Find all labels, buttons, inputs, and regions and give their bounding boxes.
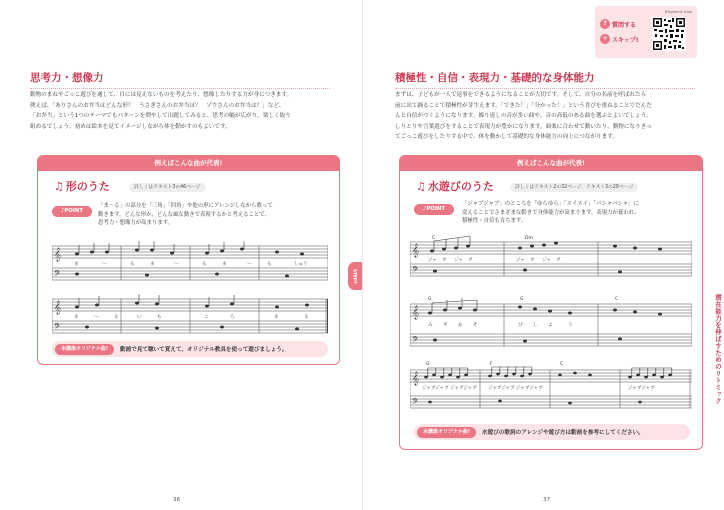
lyric: そ [473, 323, 478, 328]
point-badge: ♪POINT [414, 204, 454, 215]
section-title: 思考力・想像力 [30, 70, 330, 89]
lyric: ジャ [516, 258, 525, 263]
qr-code[interactable] [652, 17, 686, 51]
lyric: い [137, 315, 142, 320]
chapter-side-title: 潜在能力を伸ばすためのリトミック [714, 294, 722, 405]
lyric: ブ [530, 258, 535, 263]
song-title-text: 水遊びのうた [427, 180, 494, 193]
lyric: ず [443, 323, 448, 328]
body-line: しりとりや言葉遊びをすることで表現力が豊かになります。曲楽に合わせて動いたり、動物になりきっ [395, 123, 652, 130]
lyric: ブ [556, 258, 561, 263]
svg-text:𝄞: 𝄞 [412, 243, 420, 257]
footer-text: 動画で見て聴いて覚えて、オリジナル教具を使って遊びましょう。 [120, 347, 288, 353]
lyric: ジャブジャブ [516, 386, 543, 391]
section-body [30, 90, 330, 132]
svg-text:𝄞: 𝄞 [412, 305, 420, 319]
body-line: 「お弁当」という1つのテーマでもパターンを増やして出題してみると、思考の幅が広がり、楽しく取り [30, 113, 291, 119]
chord-symbol: G [520, 297, 524, 302]
body-line: てごっこ遊びをしたりする中で、体を動かして基礎的な身体能力の向上につながります。 [395, 134, 618, 140]
lyric: ブ [442, 258, 447, 263]
chord-symbol: C [560, 362, 564, 367]
lyric: ジャ [542, 258, 551, 263]
lyric: よ [548, 323, 553, 328]
card-header: 例えばこんな曲が代表! [400, 156, 702, 171]
body-line: 前に出て踊ることで積極性が芽生えます。「できた！」「分かった！」という喜びを重ねることでだんだ [395, 102, 652, 109]
point-badge: ♪POINT [52, 206, 92, 217]
song-card [37, 155, 340, 365]
footer-note [52, 341, 328, 357]
svg-text:𝄞: 𝄞 [412, 371, 420, 385]
music-note-icon: ♫ [54, 180, 64, 193]
lyric: る [202, 262, 207, 267]
page-number: 37 [543, 497, 550, 503]
reference-badge: 詳しくはテキスト2の32ページ、テキスト3の28ページ [510, 183, 638, 192]
lyric: ジャ [454, 258, 463, 263]
lyric: ま [222, 262, 227, 267]
reference-badge: 詳しくはテキスト3の46ページ [129, 183, 206, 192]
lyric: ま [74, 262, 79, 267]
right-page [362, 0, 724, 510]
lyric: る [130, 262, 135, 267]
chord-symbol: G [426, 362, 430, 367]
original-song-badge: 本講座オリジナル曲! [55, 344, 114, 355]
chord-symbol: F [490, 362, 493, 367]
song-card [399, 155, 703, 450]
lyric: ま [74, 315, 79, 320]
svg-text:𝄢: 𝄢 [54, 270, 61, 281]
sheet-music [52, 241, 328, 336]
lyric: ～ [94, 315, 99, 320]
section-title: 積極性・自信・表現力・基礎的な身体能力 [395, 70, 695, 89]
lyric: ジャブジャブ [488, 386, 515, 391]
lyric: う [568, 323, 573, 328]
lyric: ジャ [428, 258, 437, 263]
lyric: ろ [230, 315, 235, 320]
lyric: み [428, 323, 433, 328]
song-title [54, 178, 110, 194]
song-title [416, 178, 494, 194]
point-text [98, 202, 273, 228]
page-number: 36 [173, 497, 180, 503]
svg-text:𝄢: 𝄢 [54, 323, 61, 334]
body-line: まずは、子どもが一人で返事をできるようになることが大切です。そして、自分の名前を呼ばれたら [395, 92, 647, 98]
point-line: 「ま～る」の部分を「三角」「四角」や他の形にアレンジしながら歌って [98, 203, 273, 209]
svg-text:𝄢: 𝄢 [412, 266, 419, 277]
lyric: ジャブジャブ [450, 386, 477, 391]
lyric: こ [204, 315, 209, 320]
chord-symbol: Dm [525, 236, 533, 241]
question-label: 質問する [612, 21, 637, 29]
svg-text:𝄞: 𝄞 [54, 247, 62, 261]
footer-note [414, 424, 690, 440]
lyric: ～ [102, 262, 107, 267]
point-line: 積極性・自信も育ちます。 [462, 218, 527, 224]
lyric: ジャブジャブ [422, 386, 449, 391]
body-line: 動物のまねやごっこ遊びを通して、目には見えないものを考えたり、想像したりする力が身につきます。 [30, 92, 293, 98]
lyric: る [114, 315, 119, 320]
question-icon: ? [600, 19, 610, 29]
point-line: 「ジャブジャブ」のところを「ゆらゆら」「スイスイ」「バシャバシャ」に [462, 201, 639, 207]
lyric: し [533, 323, 538, 328]
original-song-badge: 本講座オリジナル曲! [417, 427, 476, 438]
lyric: ジャブジャブ [628, 386, 655, 391]
chord-symbol: C [432, 236, 436, 241]
qr-skip-row [600, 34, 639, 44]
lyric: る [267, 262, 272, 267]
music-note-icon: ♫ [416, 180, 426, 193]
svg-text:𝄢: 𝄢 [412, 398, 419, 409]
point-text [462, 200, 640, 226]
skip-label: スキップ! [612, 36, 639, 44]
chord-symbol: C [615, 297, 619, 302]
lyric: も [157, 315, 162, 320]
lyric: あ [458, 323, 463, 328]
lyric: び [518, 323, 523, 328]
song-title-text: 形のうた [65, 180, 110, 193]
lyric: ～ [174, 262, 179, 267]
card-header: 例えばこんな曲が代表! [38, 156, 339, 171]
lyric: る [304, 315, 309, 320]
footer-text: 水遊びの歌詞のアレンジや遊び方は動画を参考にしてください。 [482, 430, 644, 436]
svg-text:𝄢: 𝄢 [412, 336, 419, 347]
point-line: 思考力・想像力が高まります。 [98, 220, 174, 226]
qr-caption: Rhythmic Kids [665, 9, 693, 14]
lyric: しゅう [294, 262, 308, 267]
point-line: 変えることでさまざまな動きで身体能力が高まります。表現力が養われ、 [462, 209, 640, 216]
chord-symbol: G [428, 297, 432, 302]
body-line: 例えば、「ありさんのお弁当はどんな形？ うさぎさんのお弁当は？ ゾウさんのお弁当は？」など、 [30, 102, 285, 109]
point-line: 動きます。どんな形か、どんな風な動きで表現するかと考えることで、 [98, 211, 270, 218]
qr-question-row [600, 19, 636, 29]
lyric: ブ [468, 258, 473, 263]
lyric: ～ [247, 262, 252, 267]
step-tab[interactable]: STEP7 [348, 262, 362, 290]
svg-text:𝄞: 𝄞 [54, 300, 62, 314]
lyric: ま [150, 262, 155, 267]
lyric: ま [274, 315, 279, 320]
section-body [395, 90, 695, 143]
body-line: 組めるでしょう。初めは絵本を見てイメージしながら体を動かすのもよいです。 [30, 123, 231, 130]
skip-icon: + [600, 34, 610, 44]
sheet-music [410, 234, 692, 414]
body-line: んと自信がつくようになります。繰り返しの音が多い曲や、音の高低のある曲を選ぶとよいでしょう。 [395, 113, 652, 119]
